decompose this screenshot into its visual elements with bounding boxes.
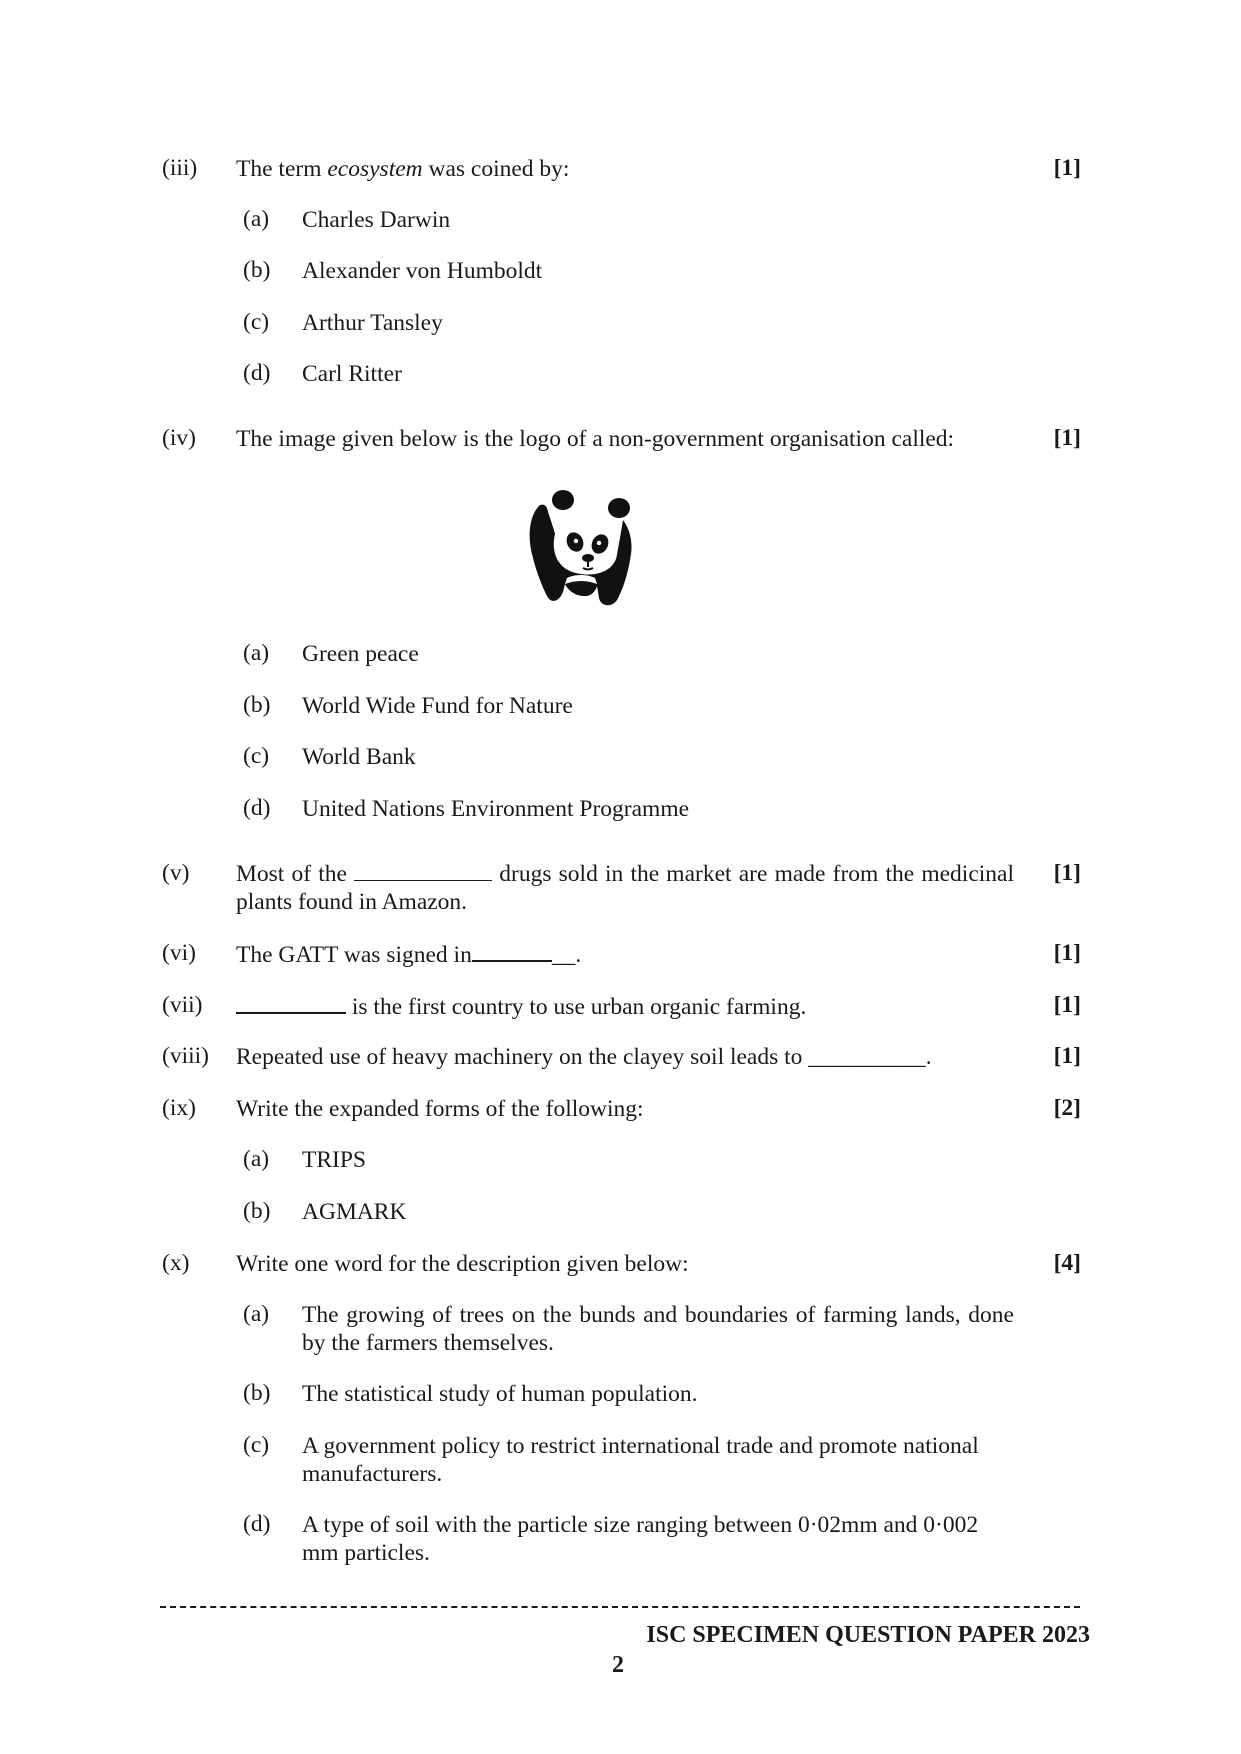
question-number: (x) <box>162 1250 190 1276</box>
question-text: The term ecosystem was coined by: <box>236 156 570 182</box>
fill-in-blank <box>236 992 346 1014</box>
marks-badge: [1] <box>1053 940 1081 966</box>
marks-badge: [1] <box>1053 425 1081 451</box>
question-number: (ix) <box>162 1095 196 1121</box>
question-number: (vi) <box>162 940 196 966</box>
question-paper-page: (iii) The term ecosystem was coined by: [1] (a) Charles Darwin (b) Alexander von Humboldt (c) Arthur Tansley (d) Carl Ritter (iv) The image given below is the logo of a non-government organisation called: [1] (a) Green peace (b) World Wide Fund for Nature (c) World Bank (d) United Nations Environment Programme (v) Most of the drugs sold in the market are made from the medicinal plants found in Amazon. [1] (vi) The GATT was signed in __. [1] (vii) is the first country to use urban organic farming. [1] (viii) Repeated use of heavy machinery on the clayey soil leads to __________. [1] (ix) Write the expanded forms of the following: [2] (a) TRIPS (b) AGMARK (x) Write one word for the description given below: [4] (a) The growing of trees on the bunds and boundaries of farming lands, done by the farmers themselves. (b) The statistical study of human population. (c) A government policy to restrict international trade and promote national manufacturers. (d) A type of soil with the particle size ranging between 0·02mm and 0·002 mm particles. ISC SPECIMEN QUESTION PAPER 2023 2 <box>162 155 1090 1678</box>
question-number: (iv) <box>162 425 196 451</box>
question-text: is the first country to use urban organic farming. <box>236 992 1014 1021</box>
marks-badge: [1] <box>1053 992 1081 1018</box>
footer-divider <box>160 1606 1080 1608</box>
question-number: (vii) <box>162 992 203 1018</box>
marks-badge: [1] <box>1053 1043 1081 1069</box>
fill-in-blank <box>354 860 492 881</box>
question-text: Most of the drugs sold in the market are made from the medicinal plants found in Amazon. <box>236 861 1014 915</box>
page-number: 2 <box>612 1652 624 1678</box>
panda-logo-icon <box>525 488 637 612</box>
marks-badge: [1] <box>1053 860 1081 886</box>
footer-title: ISC SPECIMEN QUESTION PAPER 2023 <box>646 1622 1090 1648</box>
marks-badge: [1] <box>1053 155 1081 181</box>
question-number: (viii) <box>162 1043 209 1069</box>
question-text: Write the expanded forms of the following: <box>236 1096 644 1122</box>
question-text: Write one word for the description given below: <box>236 1251 689 1277</box>
marks-badge: [4] <box>1053 1250 1081 1276</box>
question-text: The image given below is the logo of a non-government organisation called: <box>236 426 955 452</box>
marks-badge: [2] <box>1053 1095 1081 1121</box>
question-text: Repeated use of heavy machinery on the clayey soil leads to __________. <box>236 1044 932 1070</box>
question-number: (iii) <box>162 155 198 181</box>
italic-term: ecosystem <box>327 156 423 182</box>
question-text: The GATT was signed in __. <box>236 942 582 968</box>
fill-in-blank <box>472 940 552 962</box>
question-number: (v) <box>162 860 190 886</box>
